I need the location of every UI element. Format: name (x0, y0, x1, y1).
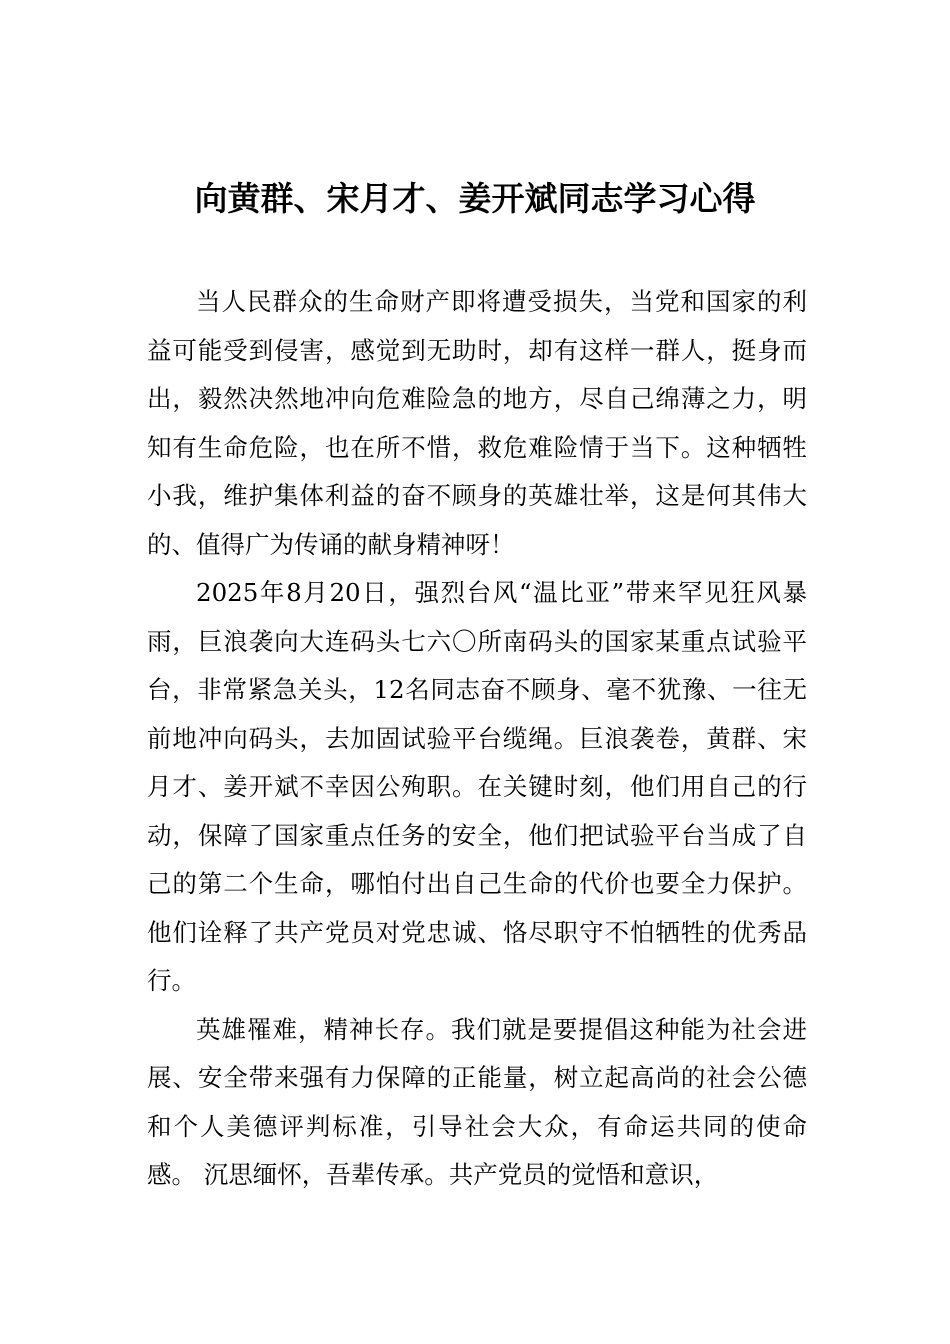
paragraph-1: 当人民群众的生命财产即将遭受损失，当党和国家的利益可能受到侵害，感觉到无助时，却有这样一群人，挺身而出，毅然决然地冲向危难险急的地方，尽自己绵薄之力，明知有生命危险，也在所不惜，救危难险情于当下。这种牺牲小我，维护集体利益的奋不顾身的英雄壮举，这是何其伟大的、值得广为传诵的献身精神呀！ (147, 287, 807, 559)
document-body (147, 278, 807, 1200)
paragraph-2: 2025年8月20日，强烈台风“温比亚”带来罕见狂风暴雨，巨浪袭向大连码头七六〇所南码头的国家某重点试验平台，非常紧急关头，12名同志奋不顾身、毫不犹豫、一往无前地冲向码头，去加固试验平台缆绳。巨浪袭卷，黄群、宋月才、姜开斌不幸因公殉职。在关键时刻，他们用自己的行动，保障了国家重点任务的安全，他们把试验平台当成了自己的第二个生命，哪怕付出自己生命的代价也要全力保护。他们诠释了共产党员对党忠诚、恪尽职守不怕牺牲的优秀品行。 (147, 578, 807, 995)
paragraph-3: 英雄罹难，精神长存。我们就是要提倡这种能为社会进展、安全带来强有力保障的正能量，树立起高尚的社会公德和个人美德评判标准，引导社会大众，有命运共同的使命感。 沉思缅怀，吾辈传承。共产党员的觉悟和意识， (147, 1014, 807, 1189)
document-title: 向黄群、宋月才、姜开斌同志学习心得 (194, 179, 756, 218)
